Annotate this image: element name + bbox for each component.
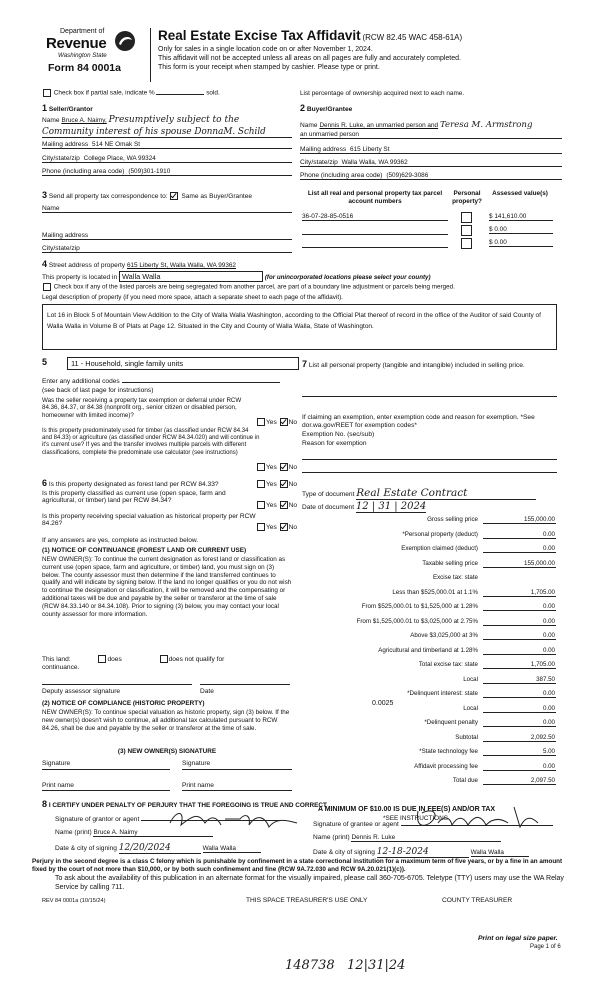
additional-codes-input[interactable] <box>122 382 280 383</box>
grantee-date-row: Date & city of signing 12-18-2024 Walla Walla <box>313 847 529 858</box>
calc-row-value[interactable]: 0.00 <box>483 632 556 640</box>
personal-property-input[interactable] <box>302 396 557 397</box>
parcel-number-1[interactable]: 36-07-28-85-0516 <box>302 213 448 221</box>
revision-label: REV 84 0001a (10/15/24) <box>42 898 106 904</box>
buyer-mail-row: Mailing address 615 Liberty St <box>300 146 562 154</box>
exemption-text: If claiming an exemption, enter exemption code and reason for exemption. *See dor.wa.gov/REET for exemption codes* <box>302 414 535 429</box>
reason-row: Reason for exemption <box>302 440 367 447</box>
calc-row-label: Total due <box>452 777 478 784</box>
section6-q3-no[interactable] <box>280 523 288 531</box>
subtitle-1: Only for sales in a single location code on or after November 1, 2024. <box>158 46 373 53</box>
section3-mail-row: Mailing address <box>42 232 292 240</box>
seller-heading: 1 Seller/Grantor <box>42 103 93 113</box>
section5-q2-no[interactable] <box>280 463 288 471</box>
seller-phone-field[interactable]: (509)301-1910 <box>128 168 171 175</box>
form-number: Form 84 0001a <box>48 62 121 74</box>
minimum-note: A MINIMUM OF $10.00 IS DUE IN FEE(S) AND/OR TAX <box>318 806 496 813</box>
new-owner-sig-line-2[interactable] <box>182 769 292 770</box>
section3-name-row: Name <box>42 205 292 213</box>
calc-row <box>313 763 556 773</box>
grantor-name-row: Name (print) Bruce A. Naimy <box>55 829 213 837</box>
revenue-swirl-icon <box>114 30 136 52</box>
section6-q2-answer: Yes No <box>256 501 297 509</box>
county-treasurer-label: COUNTY TREASURER <box>442 897 513 904</box>
grantor-name-field[interactable]: Bruce A. Naimy <box>93 829 213 837</box>
calc-row-label: *State technology fee <box>419 748 478 755</box>
doc-date-handwritten[interactable]: 12 | 31 | 2024 <box>355 501 427 512</box>
additional-codes-row: Enter any additional codes <box>42 378 292 385</box>
grantor-sig-row: Signature of grantor or agent <box>55 816 295 823</box>
section3-city-row: City/state/zip <box>42 245 292 253</box>
signature-label-2: Signature <box>182 760 211 767</box>
page-number: Page 1 of 6 <box>530 944 561 950</box>
calc-row-label: *Personal property (deduct) <box>402 530 478 538</box>
calc-row <box>313 748 556 758</box>
calc-row-label: *Delinquent interest: state <box>407 690 478 697</box>
calc-row <box>313 690 556 700</box>
personal-property-checkbox-1[interactable] <box>461 212 472 223</box>
reason-input-2[interactable] <box>302 472 557 473</box>
parcel-col-header: List all real and personal property tax parcel account numbers <box>307 190 443 205</box>
continuance-label: continuance. <box>42 664 80 671</box>
calc-row <box>313 545 556 555</box>
print-name-line-2[interactable] <box>182 790 292 791</box>
calc-row-value[interactable]: 0.00 <box>483 647 556 655</box>
calc-row-label: Gross selling price <box>427 516 478 523</box>
calc-row <box>313 632 556 642</box>
section6-q2-yes[interactable] <box>257 501 265 509</box>
calc-row <box>313 719 556 729</box>
seller-city-field[interactable]: College Place, WA 99324 <box>83 155 156 162</box>
seller-name-row: Name Bruce A. Naimy, Presumptively subject to the <box>42 115 240 125</box>
property-location-select[interactable]: Walla Walla <box>119 271 263 282</box>
see-list-note: (see back of last page for instructions) <box>42 387 154 394</box>
calc-row-label: Local <box>463 704 478 712</box>
property-street-row: 4 Street address of property 615 Liberty St, Walla Walla, WA 99362 <box>42 259 236 269</box>
section7-text: 7 List all personal property (tangible and intangible) included in selling price. <box>302 359 525 369</box>
property-street-field[interactable]: 615 Liberty St, Walla Walla, WA 99362 <box>126 262 236 269</box>
calc-row-label: Excise tax: state <box>432 574 478 581</box>
calc-row-label: Agricultural and timberland at 1.28% <box>378 646 478 654</box>
calc-row-value[interactable]: 155,000.00 <box>483 560 556 568</box>
seller-city-row: City/state/zip College Place, WA 99324 <box>42 155 292 163</box>
notice2-title: (2) NOTICE OF COMPLIANCE (HISTORIC PROPERTY) <box>42 700 205 707</box>
section3-heading: 3 Send all property tax correspondence to: Same as Buyer/Grantee <box>42 190 253 200</box>
use-code-select[interactable]: 11 - Household, single family units <box>67 357 299 370</box>
parcel-number-3[interactable] <box>302 239 448 248</box>
section6-q3: Is this property receiving special valuation as historical property per RCW 84.26? <box>42 513 256 528</box>
perjury-statement: Perjury in the second degree is a class C felony which is punishable by confinement in a state correctional institution for a maximum term of five years, or by a fine in an amount fixed by the court of not more than $10,000, or by both such confinement and fine (RCW 9A.72.030 and RCW 9A.20.021(1)(c)). <box>32 858 563 873</box>
section5-q1-yes[interactable] <box>257 418 265 426</box>
section6-q1-yes[interactable] <box>257 480 265 488</box>
calc-row <box>313 560 556 570</box>
exemption-no-row: Exemption No. (sec/sub) <box>302 431 375 438</box>
doc-type-handwritten[interactable]: Real Estate Contract <box>356 487 536 500</box>
buyer-name-handwritten: Teresa M. Armstrong <box>439 120 533 130</box>
section5-q1-no[interactable] <box>280 418 288 426</box>
dept-line2: Revenue <box>46 35 107 52</box>
treasurer-use-label: THIS SPACE TREASURER'S USE ONLY <box>246 897 368 904</box>
buyer-name-typed[interactable]: Dennis R. Luke, an unmarried person and <box>319 122 439 129</box>
assessed-col-header: Assessed value(s) <box>492 190 548 197</box>
calc-row-value[interactable]: 0.00 <box>483 531 556 539</box>
section5-q1: Was the seller receiving a property tax exemption or deferral under RCW 84.36, 84.37, or 84.38 (nonprofit org., senior citizen or disabled person, homeowner with limited income)? <box>42 397 242 419</box>
see-instructions-note: *SEE INSTRUCTIONS <box>383 815 448 822</box>
property-location-row: This property is located in Walla Walla (for unincorporated locations please select your county) <box>42 272 431 281</box>
bottom-handwritten-note: 148738 12|31|24 <box>285 958 406 973</box>
doc-date-row: Date of document 12 | 31 | 2024 <box>302 501 427 512</box>
buyer-phone-row: Phone (including area code) (509)629-3086 <box>300 172 562 180</box>
notice2-text: NEW OWNER(S): To continue special valuation as historic property, sign (3) below. If the new owner(s) doesn't wish to continue, all additional tax calculated pursuant to RCW 84.26, shall be due and payable by the seller or transferor at the time of sale. <box>42 709 290 732</box>
subtitle-2: This affidavit will not be accepted unless all areas on all pages are fully and accurately completed. <box>158 55 461 62</box>
grantee-city-field[interactable]: Walla Walla <box>471 849 529 857</box>
section5-q1-answer: Yes No <box>256 418 297 426</box>
buyer-name-row: Name Dennis R. Luke, an unmarried person and Teresa M. Armstrong <box>300 120 533 130</box>
land-does-checkbox[interactable] <box>98 655 106 663</box>
parcel-number-2[interactable] <box>302 226 448 235</box>
buyer-phone-field[interactable]: (509)629-3086 <box>386 172 429 179</box>
seller-mail-field[interactable]: 514 NE Omak St <box>92 141 140 148</box>
dor-logo <box>46 28 138 82</box>
calc-row-label: Affidavit processing fee <box>414 762 478 770</box>
print-name-line-1[interactable] <box>42 790 170 791</box>
doc-type-row: Type of document Real Estate Contract <box>302 487 557 500</box>
local-rate: 0.0025 <box>372 700 394 707</box>
calc-row-label: Taxable selling price <box>422 559 478 567</box>
deputy-date-label: Date <box>200 688 214 695</box>
personal-property-checkbox-3[interactable] <box>461 238 472 249</box>
segregated-checkbox[interactable] <box>43 283 51 291</box>
calc-row <box>313 661 556 671</box>
same-as-buyer-checkbox[interactable] <box>170 192 178 200</box>
calc-row-value[interactable]: 0.00 <box>483 690 556 698</box>
calc-row-label: Above $3,025,000 at 3% <box>410 632 478 639</box>
section5-q2: Is this property predominately used for timber (as classified under RCW 84.34 and 84.33) or agriculture (as classified under RCW 84.34.020) and will continue in it's current use? If yes and the transfer involves multiple parcels with different classifications, complete the predominate use calculator (see instructions) <box>42 428 260 456</box>
reason-input-1[interactable] <box>302 459 557 460</box>
calc-row-label: From $525,000.01 to $1,525,000 at 1.28% <box>361 603 478 610</box>
new-owner-sig-title: (3) NEW OWNER(S) SIGNATURE <box>117 748 217 755</box>
section6-q1-no[interactable] <box>280 480 288 488</box>
calc-row-value[interactable]: 0.00 <box>483 719 556 727</box>
list-percentage-note: List percentage of ownership acquired next to each name. <box>300 90 465 97</box>
grantee-name-field[interactable]: Dennis R. Luke <box>351 834 501 842</box>
new-owner-sig-line-1[interactable] <box>42 769 170 770</box>
calc-row-value[interactable]: 0.00 <box>483 618 556 626</box>
buyer-city-row: City/state/zip Walla Walla, WA 99362 <box>300 159 562 167</box>
land-does-not-checkbox[interactable] <box>160 655 168 663</box>
grantee-date-field[interactable]: 12-18-2024 <box>377 847 469 858</box>
section6-q1-answer: Yes No <box>256 480 297 488</box>
if-yes-note: If any answers are yes, complete as instructed below. <box>42 537 199 544</box>
header-divider <box>150 28 151 82</box>
notice1-title: (1) NOTICE OF CONTINUANCE (FOREST LAND OR CURRENT USE) <box>42 547 247 554</box>
dept-line3: Washington State <box>58 52 107 59</box>
subtitle-3: This form is your receipt when stamped by cashier. Please type or print. <box>158 64 380 71</box>
calc-row-label: Subtotal <box>455 733 478 741</box>
calc-row <box>313 705 556 715</box>
buyer-name-typed-2[interactable]: an unmarried person <box>300 131 562 139</box>
grantee-signature-image <box>410 803 550 833</box>
title-ref: (RCW 82.45 WAC 458-61A) <box>362 33 463 42</box>
calc-row-value[interactable]: 1,705.00 <box>483 589 556 597</box>
section6-q3-yes[interactable] <box>257 523 265 531</box>
calc-row <box>313 603 556 613</box>
grantee-name-row: Name (print) Dennis R. Luke <box>313 834 501 842</box>
print-name-label-2: Print name <box>182 782 214 789</box>
deputy-label: Deputy assessor signature <box>42 688 121 695</box>
section6-q2: Is this property classified as current use (open space, farm and agricultural, or timber) land per RCW 84.34? <box>42 490 226 505</box>
seller-mail-row: Mailing address 514 NE Omak St <box>42 141 292 149</box>
grantee-sig-row: Signature of grantee or agent <box>313 821 558 828</box>
calc-row-value[interactable]: 0.00 <box>483 545 556 553</box>
section5-q2-answer: Yes No <box>256 463 297 471</box>
seller-phone-row: Phone (including area code) (509)301-1910 <box>42 168 292 176</box>
personal-property-checkbox-2[interactable] <box>461 225 472 236</box>
deputy-signature-line[interactable] <box>42 684 192 685</box>
calc-row-value[interactable]: 5.00 <box>483 748 556 756</box>
calc-row-label: Exemption claimed (deduct) <box>401 545 478 552</box>
this-land-row: This land: does does not qualify for <box>42 655 225 663</box>
partial-sale-row: Check box if partial sale, indicate % sold. <box>42 89 220 97</box>
segregated-row: Check box if any of the listed parcels are being segregated from another parcel, are part of a boundary line adjustment or parcels being merged. <box>42 283 455 291</box>
notice1-text: NEW OWNER(S): To continue the current designation as forest land or classification as current use (open space, farm and agriculture, or timber) land, you must sign on (3) below. The county assessor must then determine if the land transferred continues to qualify and will indicate by signing below. If the land no longer qualifies or you do not wish to continue the designation or classification, it will be removed and the compensating or additional taxes will be due and payable by the seller or transferor at the time of sale (RCW 84.33.140 or 84.34.108). Prior to signing (3) below, you may contact your local county assessor for more information. <box>42 556 292 618</box>
calc-row-label: *Delinquent penalty <box>424 719 478 726</box>
calc-row-label: Total excise tax: state <box>418 661 478 668</box>
legal-description-label: Legal description of property (if you need more space, attach a separate sheet to each page of the affidavit). <box>42 294 343 301</box>
dept-line1: Department of <box>60 28 105 35</box>
calc-row-value[interactable]: 155,000.00 <box>483 516 556 524</box>
assessed-value-3[interactable]: $ 0.00 <box>489 239 553 247</box>
calc-row-value[interactable]: 2,092.50 <box>483 734 556 742</box>
calc-row-label: Less than $525,000.01 at 1.1% <box>392 588 478 596</box>
section5-q2-yes[interactable] <box>257 463 265 471</box>
buyer-city-field[interactable]: Walla Walla, WA 99362 <box>341 159 408 166</box>
calc-row-label: Local <box>463 675 478 683</box>
personal-col-header: Personal property? <box>452 190 482 205</box>
print-name-label-1: Print name <box>42 782 74 789</box>
calc-row-label: From $1,525,000.01 to $3,025,000 at 2.75% <box>356 617 478 625</box>
calc-row <box>313 647 556 657</box>
calc-row <box>313 516 556 526</box>
calc-row <box>313 589 556 599</box>
grantor-date-field[interactable]: 12/20/2024 <box>119 843 201 854</box>
calc-row-value[interactable]: 387.50 <box>483 676 556 684</box>
buyer-mail-field[interactable]: 615 Liberty St <box>350 146 390 153</box>
assessed-value-1[interactable]: $ 141,610.00 <box>489 213 553 221</box>
calc-row <box>313 531 556 541</box>
seller-name-handwritten: Presumptively subject to the <box>108 115 240 125</box>
legal-description-text: Lot 16 in Block 5 of Mountain View Addition to the City of Walla Walla Washington, according to the Official Plat thereof of record in the office of the Auditor of said County of Walla Walla in Volume B of Plats at Page 12. Situated in the City and County of Walla Walla, State of Washington. <box>47 312 541 330</box>
buyer-heading: 2 Buyer/Grantee <box>300 103 353 113</box>
calc-row-value[interactable]: 0.00 <box>483 705 556 713</box>
deputy-date-line[interactable] <box>200 684 290 685</box>
grantor-city-field[interactable]: Walla Walla <box>203 845 261 853</box>
legal-size-note: Print on legal size paper. <box>478 935 558 942</box>
section6-q2-no[interactable] <box>280 501 288 509</box>
seller-name-handwritten-2: Community interest of his spouse DonnaM. Schild <box>42 127 292 138</box>
assessed-value-2[interactable]: $ 0.00 <box>489 226 553 234</box>
grantor-date-row: Date & city of signing 12/20/2024 Walla Walla <box>55 843 261 854</box>
calc-row-value[interactable]: 2,097.50 <box>483 777 556 785</box>
calc-row <box>313 574 556 584</box>
signature-label-1: Signature <box>42 760 71 767</box>
calc-row <box>313 734 556 744</box>
calc-row-value[interactable]: 1,705.00 <box>483 661 556 669</box>
calc-row-value[interactable]: 0.00 <box>483 603 556 611</box>
calc-row <box>313 777 556 787</box>
section6-q3-answer: Yes No <box>256 523 297 531</box>
calc-row <box>313 618 556 628</box>
calc-row-value[interactable]: 0.00 <box>483 763 556 771</box>
section6-q1: 6 Is this property designated as forest land per RCW 84.33? <box>42 478 219 488</box>
seller-name-typed[interactable]: Bruce A. Naimy, <box>61 117 107 124</box>
form-title: Real Estate Excise Tax Affidavit (RCW 82.45 WAC 458-61A) <box>158 28 463 43</box>
legal-description-box[interactable] <box>42 304 557 350</box>
calc-row <box>313 676 556 686</box>
alt-format-note: To ask about the availability of this publication in an alternate format for the visually impaired, please call 360-705-6705. Teletype (TTY) users may use the WA Relay Service by calling 711. <box>55 875 564 891</box>
partial-sale-checkbox[interactable] <box>43 89 51 97</box>
section5-num: 5 <box>42 357 48 367</box>
section8-heading: 8 I CERTIFY UNDER PENALTY OF PERJURY THAT THE FOREGOING IS TRUE AND CORRECT <box>42 799 327 809</box>
